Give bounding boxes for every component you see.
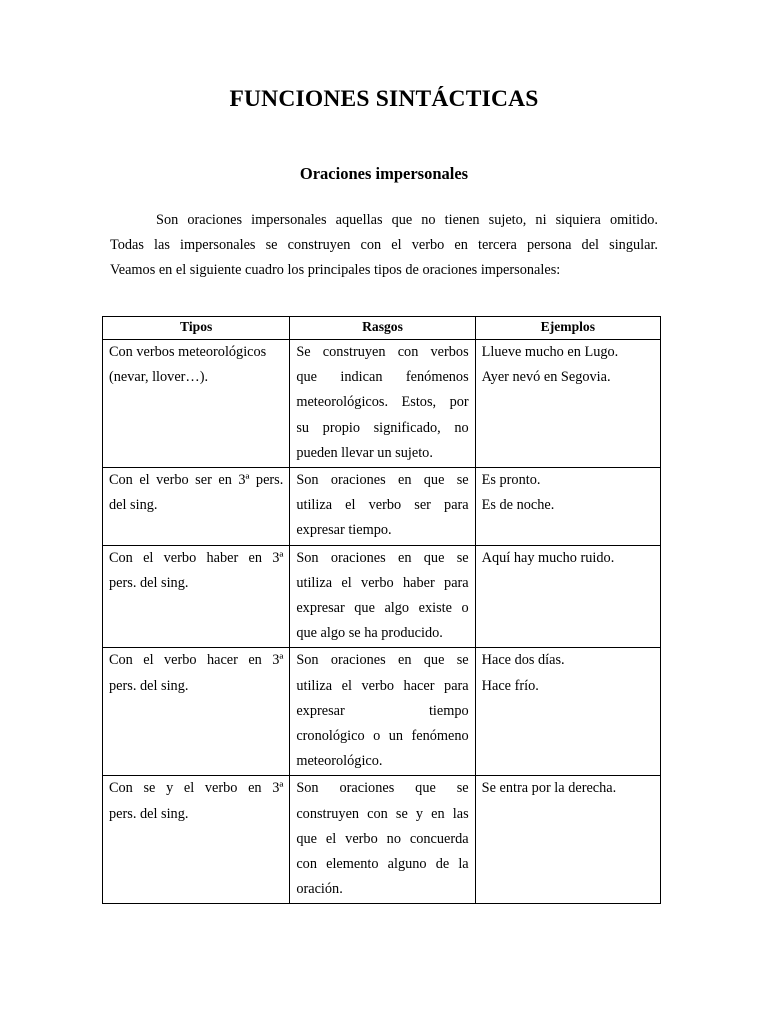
cell-line: Se entra por la derecha. bbox=[481, 780, 617, 797]
cell-line: que algo se ha producido. bbox=[296, 625, 443, 642]
table-row bbox=[103, 468, 661, 546]
cell-ejemplos bbox=[475, 776, 660, 904]
cell-line: utiliza el verbo ser para bbox=[296, 497, 469, 514]
cell-line: meteorológicos. Estos, por bbox=[296, 394, 469, 411]
cell-line: del sing. bbox=[109, 497, 158, 514]
cell-line: Son oraciones en que se bbox=[296, 652, 469, 669]
cell-line: cronológico o un fenómeno bbox=[296, 728, 469, 745]
cell-line: Es de noche. bbox=[481, 497, 555, 514]
cell-line: pers. del sing. bbox=[109, 805, 189, 822]
cell-line: su propio significado, no bbox=[296, 419, 469, 436]
cell-ejemplos bbox=[475, 340, 660, 468]
cell-line: oración. bbox=[296, 881, 343, 898]
cell-line: Aquí hay mucho ruido. bbox=[481, 549, 615, 566]
cell-line: Con se y el verbo en 3ª bbox=[109, 780, 284, 797]
cell-rasgos bbox=[290, 340, 475, 468]
table-row bbox=[103, 340, 661, 468]
cell-line: Es pronto. bbox=[481, 472, 541, 489]
cell-line: Se construyen con verbos bbox=[296, 344, 469, 360]
intro-line: Veamos en el siguiente cuadro los principales tipos de oraciones impersonales: bbox=[110, 262, 561, 278]
cell-line: pers. del sing. bbox=[109, 574, 189, 591]
cell-rasgos bbox=[290, 648, 475, 776]
header-rasgos: Rasgos bbox=[290, 317, 475, 340]
cell-tipos bbox=[103, 648, 290, 776]
cell-ejemplos bbox=[475, 545, 660, 648]
cell-line: Ayer nevó en Segovia. bbox=[481, 369, 611, 386]
cell-line: Son oraciones en que se bbox=[296, 549, 469, 566]
cell-line: Con el verbo ser en 3ª pers. bbox=[109, 472, 284, 489]
cell-line: pueden llevar un sujeto. bbox=[296, 444, 433, 461]
cell-tipos bbox=[103, 340, 290, 468]
intro-paragraph bbox=[110, 208, 658, 283]
section-subtitle: Oraciones impersonales bbox=[299, 164, 469, 183]
cell-line: (nevar, llover…). bbox=[109, 369, 209, 386]
cell-line: Son oraciones en que se bbox=[296, 472, 469, 489]
header-ejemplos: Ejemplos bbox=[475, 317, 660, 340]
cell-line: pers. del sing. bbox=[109, 677, 189, 694]
intro-line: Son oraciones impersonales aquellas que no tienen sujeto, ni siquiera omitido. bbox=[156, 212, 658, 228]
cell-line: Hace frío. bbox=[481, 677, 539, 694]
cell-line: utiliza el verbo haber para bbox=[296, 574, 469, 591]
cell-line: Llueve mucho en Lugo. bbox=[481, 344, 619, 360]
cell-line: Con el verbo haber en 3ª bbox=[109, 549, 284, 566]
cell-line: Con el verbo hacer en 3ª bbox=[109, 652, 284, 669]
document-title: FUNCIONES SINTÁCTICAS bbox=[229, 86, 539, 112]
cell-line: meteorológico. bbox=[296, 753, 383, 770]
cell-line: expresar que algo existe o bbox=[296, 600, 469, 617]
cell-line: expresar tiempo. bbox=[296, 522, 392, 539]
cell-line: Con verbos meteorológicos bbox=[109, 344, 267, 360]
cell-line: expresar tiempo bbox=[296, 702, 469, 719]
cell-line: utiliza el verbo hacer para bbox=[296, 677, 469, 694]
cell-line: que indican fenómenos bbox=[296, 369, 469, 386]
header-tipos: Tipos bbox=[103, 317, 290, 340]
cell-rasgos bbox=[290, 776, 475, 904]
cell-line: Hace dos días. bbox=[481, 652, 565, 669]
table-row bbox=[103, 648, 661, 776]
cell-ejemplos bbox=[475, 468, 660, 546]
cell-ejemplos bbox=[475, 648, 660, 776]
cell-line: que el verbo no concuerda bbox=[296, 830, 469, 847]
cell-rasgos bbox=[290, 468, 475, 546]
cell-line: Son oraciones que se bbox=[296, 780, 469, 797]
cell-tipos bbox=[103, 545, 290, 648]
cell-tipos bbox=[103, 468, 290, 546]
impersonal-types-table bbox=[102, 316, 661, 904]
cell-line: con elemento alguno de la bbox=[296, 856, 469, 873]
table-header-row bbox=[103, 317, 661, 340]
cell-rasgos bbox=[290, 545, 475, 648]
table-row bbox=[103, 776, 661, 904]
cell-tipos bbox=[103, 776, 290, 904]
cell-line: construyen con se y en las bbox=[296, 805, 469, 822]
table-row bbox=[103, 545, 661, 648]
intro-line: Todas las impersonales se construyen con el verbo en tercera persona del singular. bbox=[110, 237, 658, 253]
